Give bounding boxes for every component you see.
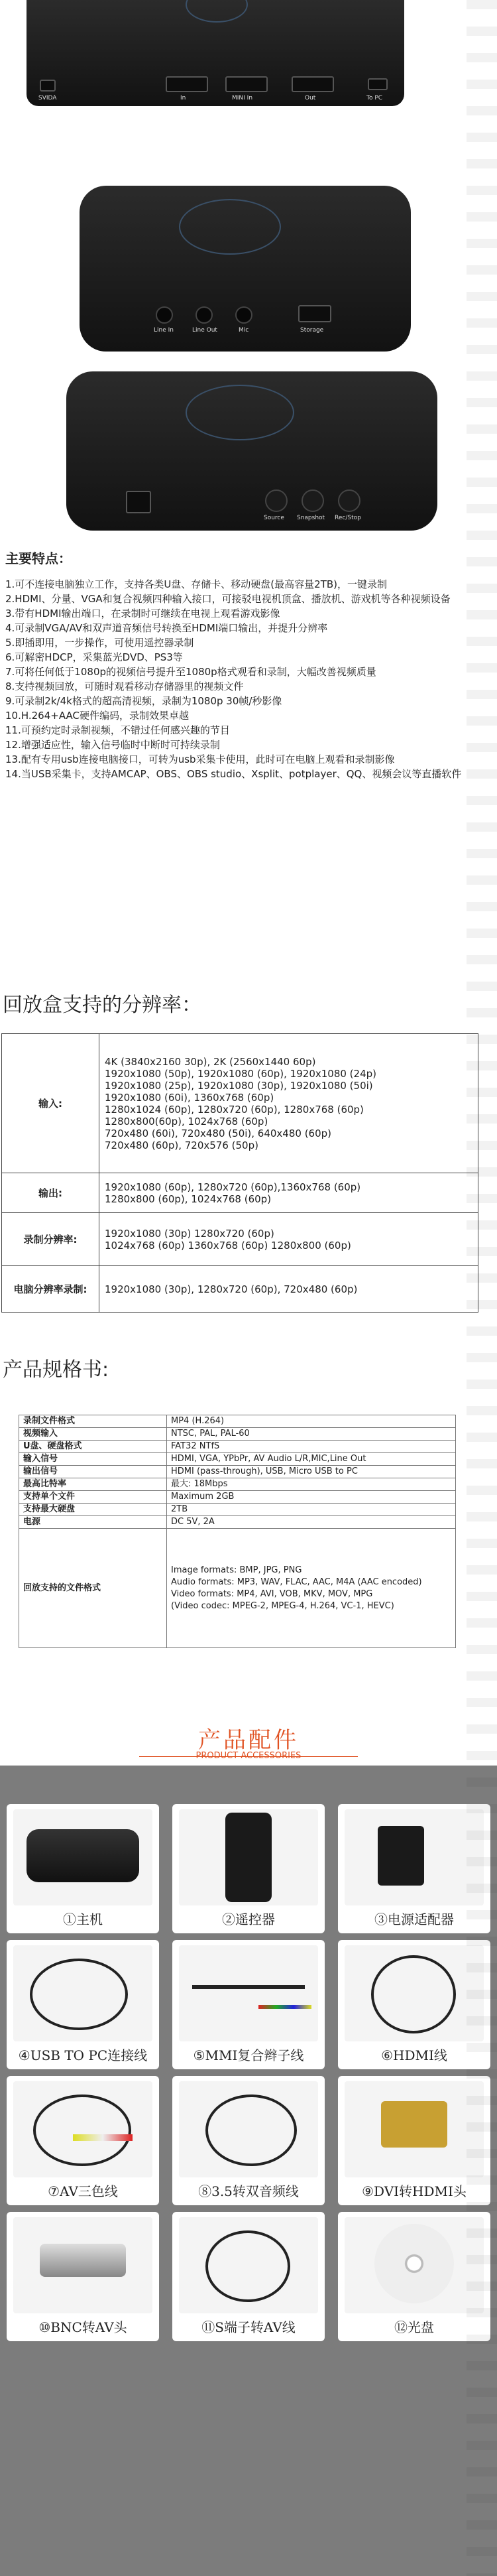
feature-item: 8.支持视频回放，可随时观看移动存储器里的视频文件	[5, 680, 244, 692]
table-row	[19, 1466, 456, 1478]
spec-value: 最大: 18Mbps	[167, 1478, 456, 1491]
audio-cable-image	[179, 2081, 318, 2177]
line-in-jack	[156, 306, 173, 324]
device-top-ring	[179, 199, 281, 255]
feature-item: 4.可录制VGA/AV和双声道音频信号转换至HDMI端口输出，并提升分辨率	[5, 622, 328, 634]
source-button	[265, 489, 288, 512]
accessory-caption: ④USB TO PC连接线	[18, 2047, 148, 2063]
side-watermark	[467, 0, 497, 2576]
resolution-title: 回放盒支持的分辨率：	[3, 994, 201, 1017]
line-out-jack	[195, 306, 213, 324]
spec-value: Maximum 2GB	[167, 1491, 456, 1504]
resolution-values-record	[99, 1213, 478, 1266]
button-label-source: Source	[264, 515, 284, 521]
feature-item: 1.可不连接电脑独立工作，支持各类U盘、存储卡、移动硬盘(最高容量2TB)，一键录制	[5, 578, 387, 590]
spec-value-playback	[167, 1529, 456, 1648]
spec-key: U盘、硬盘格式	[19, 1441, 167, 1453]
table-row	[2, 1034, 478, 1173]
resolution-table	[1, 1033, 478, 1313]
port-label-out: Out	[305, 95, 316, 101]
accessory-card	[7, 2212, 159, 2341]
feature-item: 6.可解密HDCP，采集蓝光DVD、PS3等	[5, 651, 183, 663]
accessories-title: 产品配件	[198, 1727, 299, 1754]
device-front-body	[27, 0, 404, 106]
resolution-line: 1280x800(60p), 1024x768 (60p)	[105, 1115, 268, 1127]
resolution-line: 1920x1080 (50p), 1920x1080 (60p), 1920x1080 (24p)	[105, 1067, 376, 1080]
resolution-line: 1280x800 (60p), 1024x768 (60p)	[105, 1192, 272, 1205]
accessory-caption: ⑪S端子转AV线	[201, 2319, 296, 2335]
feature-item: 5.即插即用，一步操作，可使用遥控器录制	[5, 637, 194, 649]
port-label-mic: Mic	[239, 327, 249, 334]
port-label-line-out: Line Out	[192, 327, 217, 334]
hdmi-in-port	[166, 76, 208, 92]
product-photo-back	[0, 179, 497, 358]
device-top-ring	[186, 0, 248, 23]
accessory-caption: ②遥控器	[222, 1911, 275, 1927]
accessories-subtitle: PRODUCT ACCESSORIES	[195, 1751, 302, 1761]
spec-value: FAT32 NTfS	[167, 1441, 456, 1453]
resolution-line: 1920x1080 (60p), 1280x720 (60p),1360x768 (60p)	[105, 1181, 361, 1193]
spec-key: 最高比特率	[19, 1478, 167, 1491]
accessory-caption: ⑨DVI转HDMI头	[362, 2183, 467, 2199]
accessory-caption: ⑫光盘	[394, 2319, 434, 2335]
spec-key: 电源	[19, 1516, 167, 1529]
table-row	[19, 1453, 456, 1466]
spec-key: 支持单个文件	[19, 1491, 167, 1504]
feature-item: 14.当USB采集卡，支持AMCAP、OBS、OBS studio、Xsplit、potplayer、QQ、视频会议等直播软件	[5, 768, 462, 780]
spec-value: 2TB	[167, 1504, 456, 1516]
spec-key: 视频输入	[19, 1428, 167, 1441]
port-label-line-in: Line In	[154, 327, 174, 334]
usb-cable-image	[13, 1945, 152, 2041]
spec-value: DC 5V, 2A	[167, 1516, 456, 1529]
resolution-values-output	[99, 1173, 478, 1213]
resolution-line: 720x480 (60i), 720x480 (50i), 640x480 (60p)	[105, 1127, 332, 1139]
table-row	[19, 1428, 456, 1441]
device-top-ring	[186, 385, 294, 440]
resolution-line: 1280x1024 (60p), 1280x720 (60p), 1280x768 (60p)	[105, 1103, 364, 1116]
accessory-card	[172, 1940, 325, 2069]
mic-jack	[235, 306, 252, 324]
hdmi-out-port	[292, 76, 334, 92]
table-row	[19, 1516, 456, 1529]
feature-item: 11.可预约定时录制视频，不错过任何感兴趣的节目	[5, 724, 230, 736]
button-label-snapshot: Snapshot	[297, 515, 325, 521]
accessories-header	[0, 1712, 497, 1766]
dvi-adapter-image	[345, 2081, 484, 2177]
snapshot-button	[302, 489, 324, 512]
spec-line: Audio formats: MP3, WAV, FLAC, AAC, M4A (AAC encoded)	[171, 1577, 422, 1587]
port-label-mini-in: MINI In	[232, 95, 253, 101]
remote-control-image	[179, 1809, 318, 1905]
feature-item: 2.HDMI、分量、VGA和复合视频四种输入接口，可接驳电视机顶盒、播放机、游戏机等各种视频设备	[5, 593, 451, 605]
svida-port	[40, 80, 56, 92]
table-row	[19, 1441, 456, 1453]
accessory-caption: ⑧3.5转双音频线	[198, 2183, 299, 2199]
spec-line: Video formats: MP4, AVI, VOB, MKV, MOV, MPG	[171, 1588, 373, 1599]
features-title: 主要特点：	[5, 550, 72, 566]
ir-window	[126, 491, 151, 513]
accessory-caption: ①主机	[63, 1911, 103, 1927]
rec-stop-button	[338, 489, 360, 512]
resolution-label-output: 输出:	[2, 1173, 99, 1213]
table-row	[19, 1504, 456, 1516]
resolution-line: 1920x1080 (30p), 1280x720 (60p), 720x480 (60p)	[105, 1283, 358, 1295]
resolution-label-pc: 电脑分辨率录制:	[2, 1266, 99, 1313]
to-pc-port	[368, 78, 388, 90]
resolution-label-input: 输入:	[2, 1034, 99, 1173]
spec-value: HDMI, VGA, YPbPr, AV Audio L/R,MIC,Line Out	[167, 1453, 456, 1466]
disc-image	[345, 2217, 484, 2313]
features-list	[5, 577, 463, 781]
resolution-line: 720x480 (60p), 720x576 (50p)	[105, 1139, 258, 1151]
spec-line: (Video codec: MPEG-2, MPEG-4, H.264, VC-1, HEVC)	[171, 1600, 394, 1611]
spec-key: 支持最大硬盘	[19, 1504, 167, 1516]
feature-item: 12.增强适应性，输入信号临时中断时可持续录制	[5, 739, 220, 751]
table-row	[2, 1266, 478, 1313]
resolution-values-pc	[99, 1266, 478, 1313]
port-label-storage: Storage	[300, 327, 324, 334]
table-row	[19, 1529, 456, 1648]
breakout-cable-image	[179, 1945, 318, 2041]
accessory-caption: ⑥HDMI线	[381, 2047, 447, 2063]
accessory-card	[172, 1804, 325, 1933]
spec-value: NTSC, PAL, PAL-60	[167, 1428, 456, 1441]
resolution-line: 4K (3840x2160 30p), 2K (2560x1440 60p)	[105, 1055, 316, 1068]
table-row	[2, 1173, 478, 1213]
resolution-label-record: 录制分辨率:	[2, 1213, 99, 1266]
table-row	[19, 1478, 456, 1491]
spec-key: 回放支持的文件格式	[19, 1529, 167, 1648]
accessory-caption: ⑩BNC转AV头	[38, 2319, 127, 2335]
resolution-line: 1920x1080 (30p) 1280x720 (60p)	[105, 1227, 274, 1240]
feature-item: 13.配有专用usb连接电脑接口，可转为usb采集卡使用，此时可在电脑上观看和录制影像	[5, 753, 395, 765]
port-label-to-pc: To PC	[366, 95, 383, 101]
spec-key: 输出信号	[19, 1466, 167, 1478]
power-adapter-image	[345, 1809, 484, 1905]
accessory-card	[7, 2076, 159, 2205]
spec-line: Image formats: BMP, JPG, PNG	[171, 1565, 302, 1575]
table-row	[19, 1491, 456, 1504]
accessory-card	[172, 2076, 325, 2205]
accessory-caption: ⑦AV三色线	[48, 2183, 118, 2199]
spec-title: 产品规格书:	[3, 1358, 109, 1382]
resolution-line: 1920x1080 (25p), 1920x1080 (30p), 1920x1080 (50i)	[105, 1079, 373, 1092]
resolution-values-input	[99, 1034, 478, 1173]
device-back-body	[80, 186, 411, 352]
feature-item: 3.带有HDMI输出端口，在录制时可继续在电视上观看游戏影像	[5, 608, 280, 619]
button-label-rec-stop: Rec/Stop	[335, 515, 361, 521]
hdmi-cable-image	[345, 1945, 484, 2041]
accessory-caption: ⑤MMI复合辫子线	[193, 2047, 304, 2063]
feature-item: 9.可录制2k/4k格式的超高清视频，录制为1080p 30帧/秒影像	[5, 695, 282, 707]
spec-key: 输入信号	[19, 1453, 167, 1466]
feature-item: 10.H.264+AAC硬件编码，录制效果卓越	[5, 710, 189, 722]
table-row	[19, 1415, 456, 1428]
bnc-adapter-image	[13, 2217, 152, 2313]
av-cable-image	[13, 2081, 152, 2177]
spec-value: HDMI (pass-through), USB, Micro USB to PC	[167, 1466, 456, 1478]
host-device-image	[13, 1809, 152, 1905]
mini-in-port	[225, 76, 268, 92]
storage-usb-port	[298, 305, 331, 322]
device-side-body	[66, 371, 437, 531]
product-photo-front	[0, 0, 497, 179]
accessory-card	[7, 1940, 159, 2069]
table-row	[2, 1213, 478, 1266]
resolution-line: 1920x1080 (60i), 1360x768 (60p)	[105, 1091, 274, 1104]
product-photo-buttons	[0, 358, 497, 544]
accessory-card	[7, 1804, 159, 1933]
port-label-in: In	[180, 95, 186, 101]
accessory-caption: ③电源适配器	[374, 1911, 454, 1927]
port-label-svida: SVIDA	[38, 95, 57, 101]
spec-key: 录制文件格式	[19, 1415, 167, 1428]
s-video-cable-image	[179, 2217, 318, 2313]
spec-table	[19, 1415, 456, 1648]
spec-value: MP4 (H.264)	[167, 1415, 456, 1428]
resolution-line: 1024x768 (60p) 1360x768 (60p) 1280x800 (60p)	[105, 1239, 351, 1252]
accessory-card	[172, 2212, 325, 2341]
feature-item: 7.可将任何低于1080p的视频信号提升至1080p格式观看和录制，大幅改善视频质量	[5, 666, 376, 678]
